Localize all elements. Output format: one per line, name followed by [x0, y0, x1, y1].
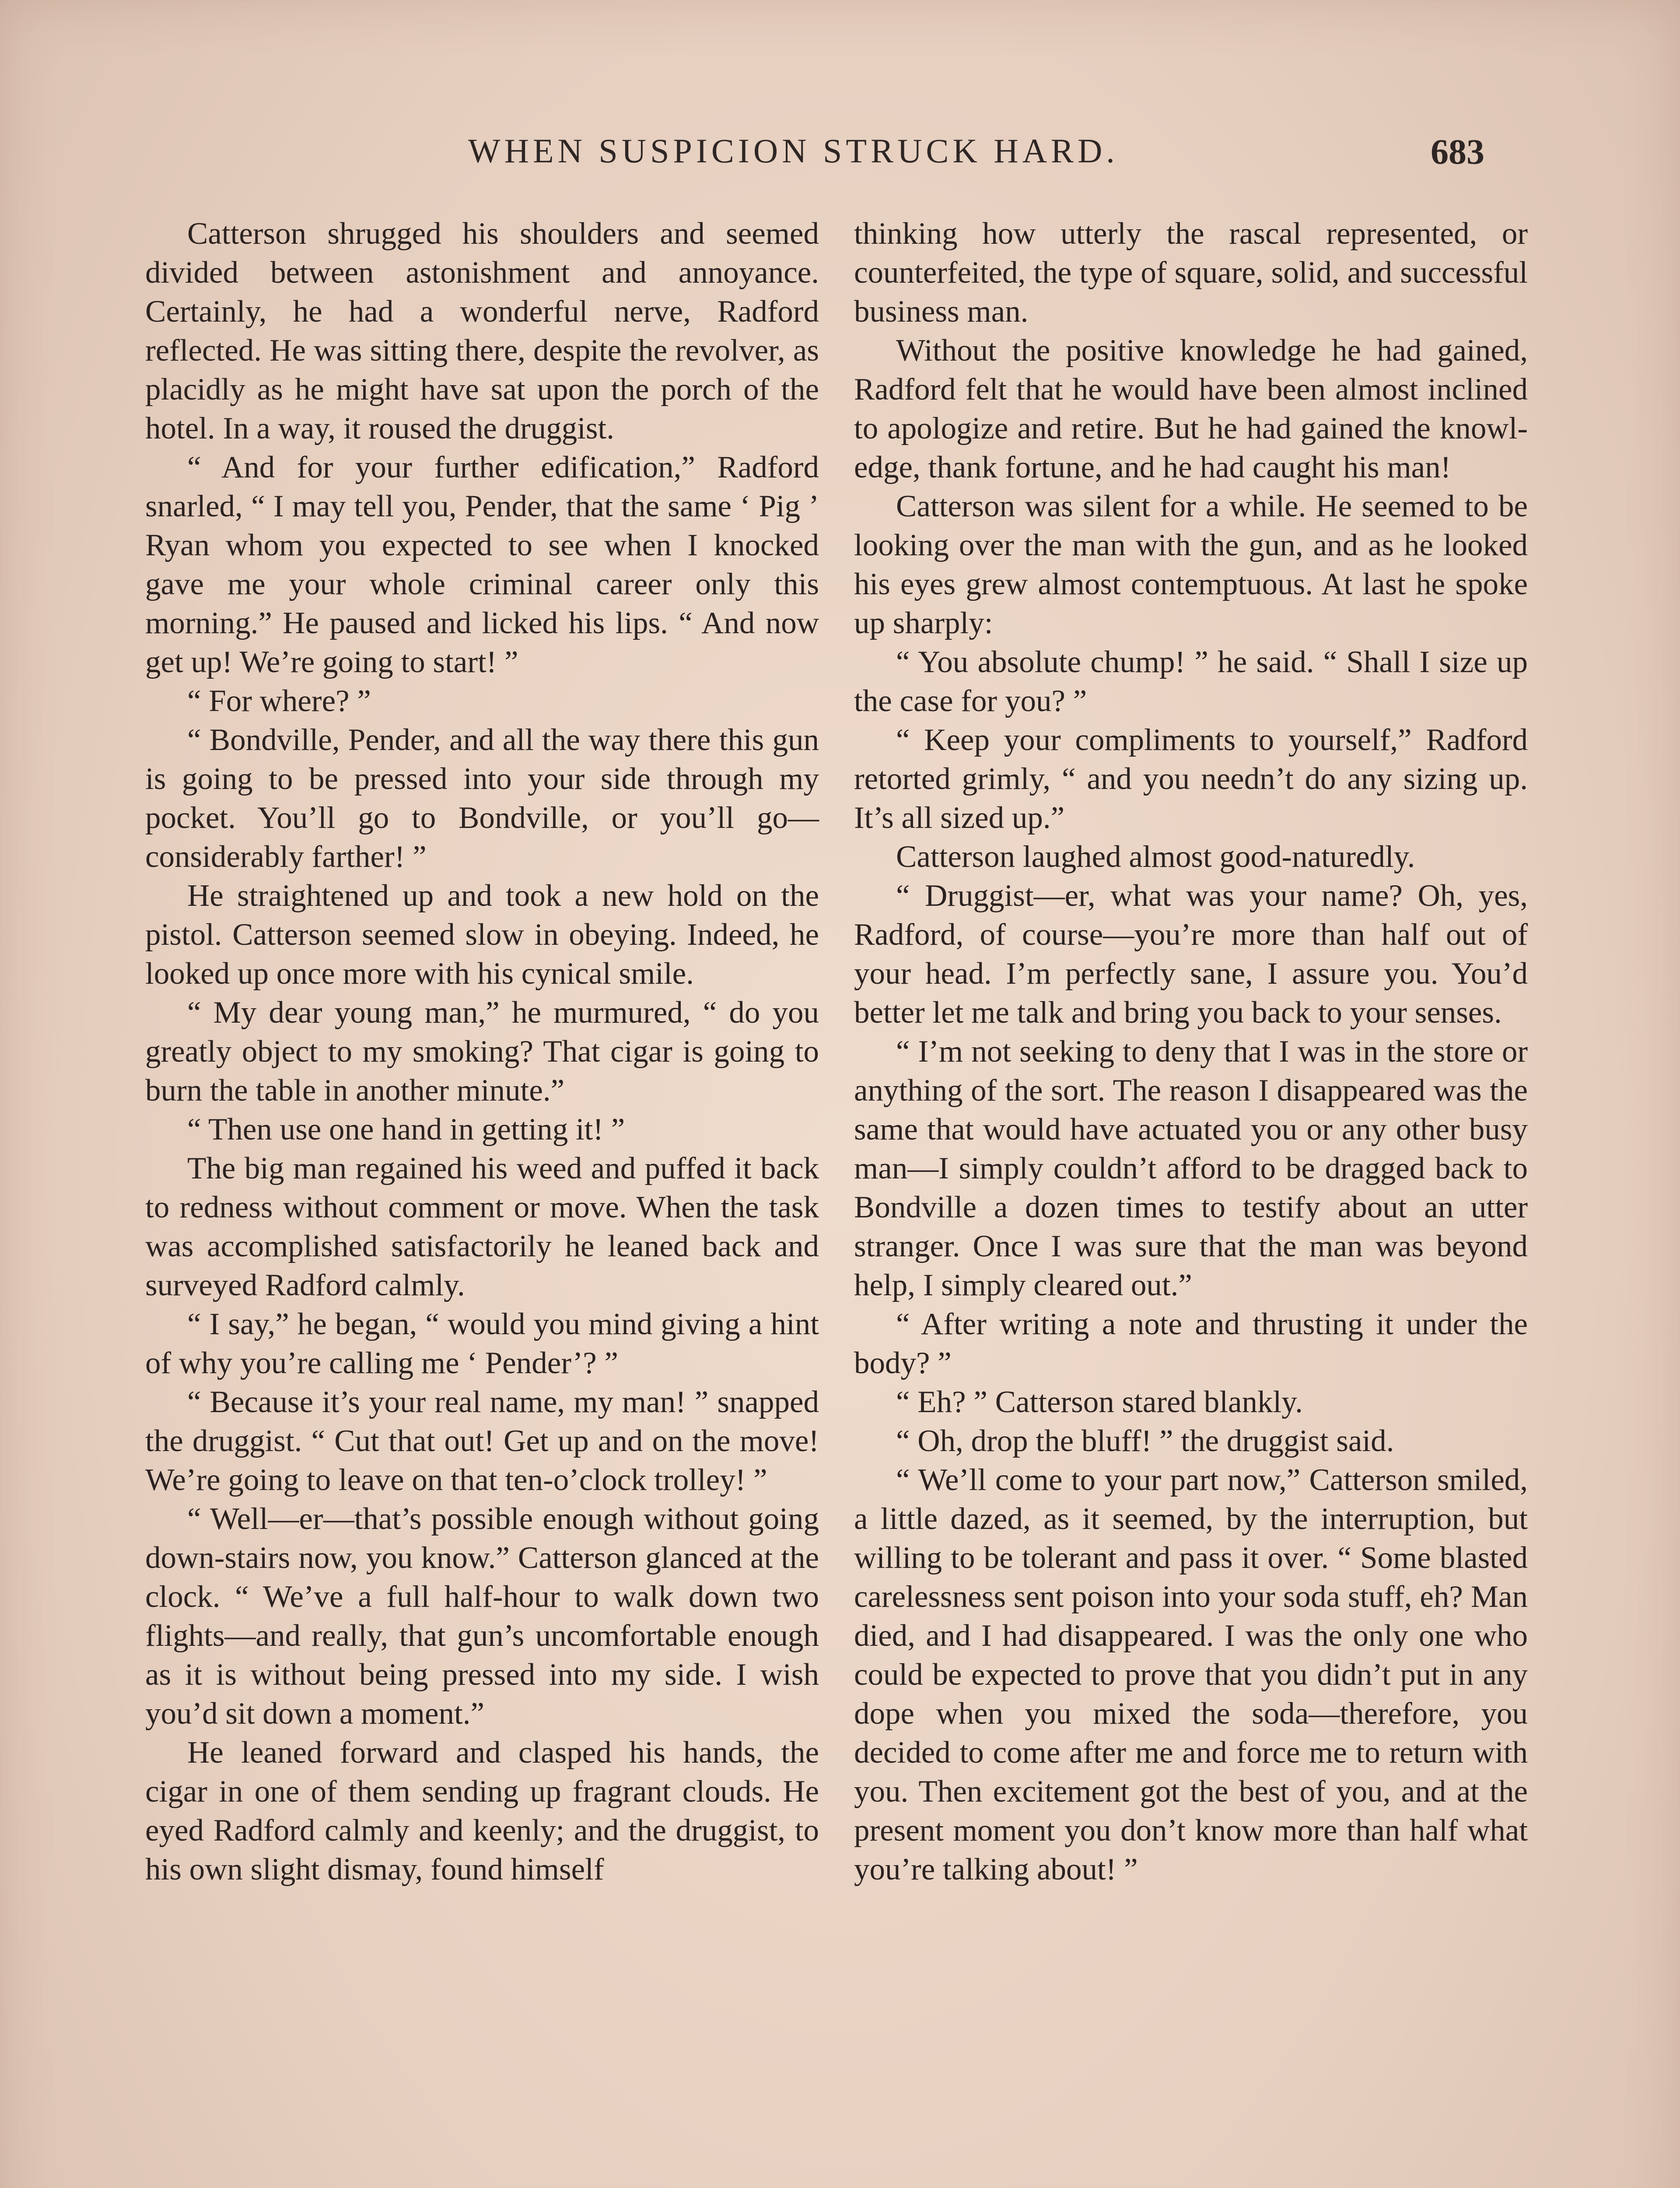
left-column — [145, 214, 819, 1889]
paragraph: He leaned forward and clasped his hands, the cigar in one of them sending up fragrant clouds. He eyed Radford calmly and keenly; and the druggist, to his own slight dismay, found himself — [145, 1736, 819, 1886]
running-head: WHEN SUSPICION STRUCK HARD. — [468, 132, 1119, 170]
paragraph: “ And for your further edification,” Radford snarled, “ I may tell you, Pender, that the same ‘ Pig ’ Ryan whom you expected to see when I knocked gave me your whole criminal career only this morning.” He paused and licked his lips. “ And now get up! We’re going to start! ” — [145, 450, 819, 679]
paragraph: “ Oh, drop the bluff! ” the druggist said. — [896, 1424, 1394, 1458]
paragraph: He straightened up and took a new hold on the pistol. Catterson seemed slow in obeying. Indeed, he looked up once more with his cynical smile. — [145, 879, 819, 991]
paragraph: The big man regained his weed and puffed it back to redness without comment or move. When the task was accomplished satisfactorily he leaned back and surveyed Radford calmly. — [145, 1151, 819, 1302]
paragraph: “ You absolute chump! ” he said. “ Shall I size up the case for you? ” — [854, 645, 1528, 718]
paragraph: “ We’ll come to your part now,” Catterson smiled, a little dazed, as it seemed, by the interruption, but willing to be tolerant and pass it over. “ Some blasted carelessness sent poison into your soda stuff, eh? Man died, and I had disappeared. I was the only one who could be expected to prove that you didn’t put in any dope when you mixed the soda—therefore, you decided to come after me and force me to return with you. Then excitement got the best of you, and at the present moment you don’t know more than half what you’re talking about! ” — [854, 1463, 1528, 1886]
paragraph: Catterson shrugged his shoulders and seemed divided between astonishment and annoyance. Certainly, he had a wonderful nerve, Radford reflected. He was sitting there, despite the revolver, as placidly as he might have sat upon the porch of the hotel. In a way, it roused the druggist. — [145, 217, 819, 445]
paragraph: “ Because it’s your real name, my man! ” snapped the druggist. “ Cut that out! Get up and on the move! We’re going to leave on that ten-o’clock trolley! ” — [145, 1385, 819, 1497]
paragraph: “ After writing a note and thrusting it under the body? ” — [854, 1307, 1528, 1380]
paragraph: Without the positive knowledge he had gained, Radford felt that he would have been almost inclined to apologize and retire. But he had gained the knowledge, thank fortune, and he had caught his man! — [854, 333, 1528, 484]
paragraph: “ I say,” he began, “ would you mind giving a hint of why you’re calling me ‘ Pender’? ” — [145, 1307, 819, 1380]
paragraph: “ For where? ” — [187, 684, 371, 718]
paragraph: “ Well—er—that’s possible enough without going down-stairs now, you know.” Catterson glanced at the clock. “ We’ve a full half-hour to walk down two flights—and really, that gun’s uncomfortable enough as it is without being pressed into my side. I wish you’d sit down a moment.” — [145, 1502, 819, 1731]
paragraph: Catterson laughed almost good-naturedly. — [896, 840, 1415, 874]
right-column — [854, 214, 1528, 1889]
paragraph: “ Druggist—er, what was your name? Oh, yes, Radford, of course—you’re more than half out of your head. I’m perfectly sane, I assure you. You’d better let me talk and bring you back to your senses. — [854, 879, 1528, 1030]
paragraph: “ Eh? ” Catterson stared blankly. — [896, 1385, 1303, 1419]
paragraph: Catterson was silent for a while. He seemed to be looking over the man with the gun, and as he looked his eyes grew almost contemptuous. At last he spoke up sharply: — [854, 489, 1528, 640]
paragraph: “ Bondville, Pender, and all the way there this gun is going to be pressed into your side through my pocket. You’ll go to Bondville, or you’ll go—considerably farther! ” — [145, 723, 819, 874]
paragraph: “ My dear young man,” he murmured, “ do you greatly object to my smoking? That cigar is going to burn the table in another minute.” — [145, 996, 819, 1108]
paragraph: “ Then use one hand in getting it! ” — [187, 1112, 625, 1147]
page-number: 683 — [1431, 132, 1484, 172]
paragraph-continued: thinking how utterly the rascal represented, or counterfeited, the type of square, solid, and successful business man. — [854, 217, 1528, 329]
paragraph: “ I’m not seeking to deny that I was in the store or anything of the sort. The reason I disappeared was the same that would have actuated you or any other busy man—I simply couldn’t afford to be dragged back to Bondville a dozen times to testify about an utter stranger. Once I was sure that the man was beyond help, I simply cleared out.” — [854, 1034, 1528, 1302]
paragraph: “ Keep your compliments to yourself,” Radford retorted grimly, “ and you needn’t do any sizing up. It’s all sized up.” — [854, 723, 1528, 835]
